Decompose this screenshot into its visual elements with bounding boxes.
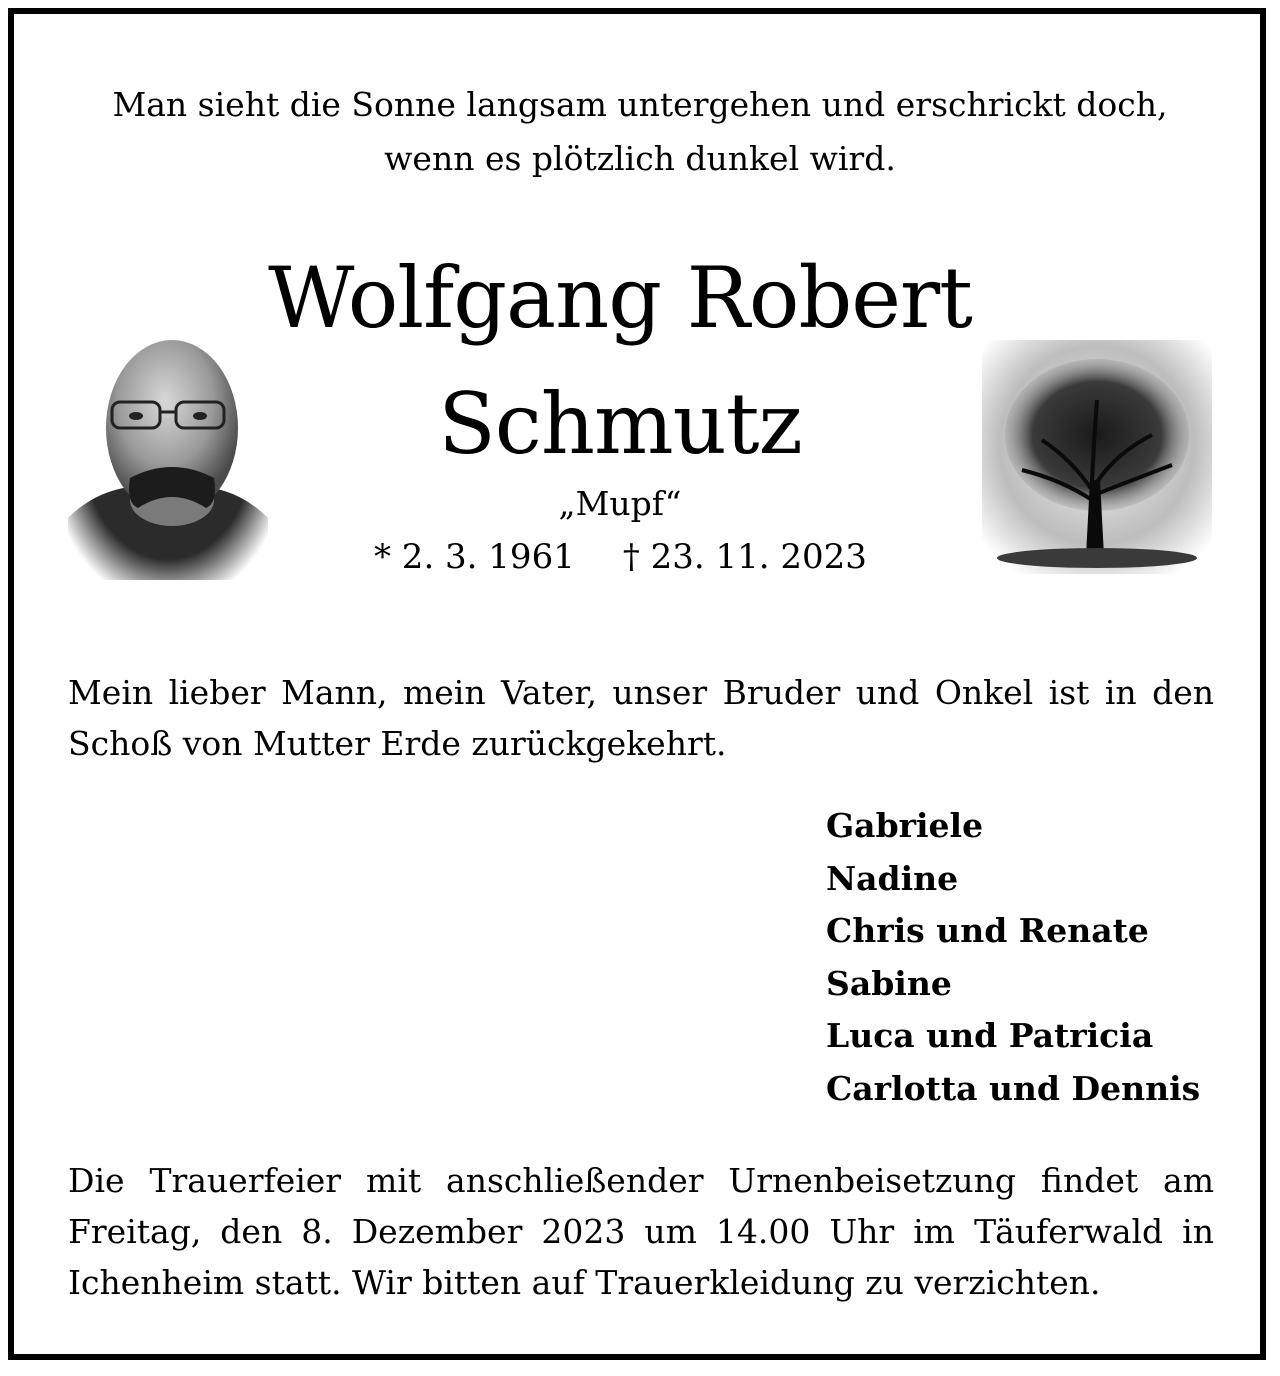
funeral-line-3: Ichenheim statt. Wir bitten auf Trauerkleidung zu verzichten.	[68, 1263, 1101, 1302]
opening-quote	[0, 78, 1280, 186]
mourner-name: Nadine	[826, 858, 959, 898]
mourner-name: Carlotta und Dennis	[826, 1068, 1201, 1108]
mourner-name: Sabine	[826, 963, 952, 1003]
birth-date: * 2. 3. 1961	[374, 537, 575, 577]
quote-line-2: wenn es plötzlich dunkel wird.	[384, 139, 896, 178]
life-dates	[374, 536, 867, 578]
portrait-photo	[68, 318, 268, 580]
nickname: „Mupf“	[558, 484, 682, 523]
mourner-name: Gabriele	[826, 806, 984, 845]
mourner-name: Luca und Patricia	[826, 1016, 1154, 1055]
mourners-list	[826, 800, 1200, 1115]
tree-icon	[982, 340, 1212, 574]
quote-line-1: Man sieht die Sonne langsam untergehen und erschrickt doch,	[112, 85, 1168, 124]
funeral-paragraph	[68, 1155, 1214, 1308]
message-line-2: Schoß von Mutter Erde zurückgekehrt.	[68, 724, 727, 763]
deceased-name-line-2: Schmutz	[438, 375, 802, 473]
funeral-line-1: Die Trauerfeier mit anschließender Urnenbeisetzung findet am	[68, 1161, 1214, 1200]
message-paragraph	[68, 667, 1214, 769]
funeral-line-2: Freitag, den 8. Dezember 2023 um 14.00 Uhr im Täuferwald in	[68, 1212, 1214, 1251]
deceased-name-line-1: Wolfgang Robert	[268, 249, 972, 347]
mourner-name: Chris und Renate	[826, 911, 1149, 950]
death-date: † 23. 11. 2023	[622, 537, 867, 577]
message-line-1: Mein lieber Mann, mein Vater, unser Bruder und Onkel ist in den	[68, 673, 1214, 712]
